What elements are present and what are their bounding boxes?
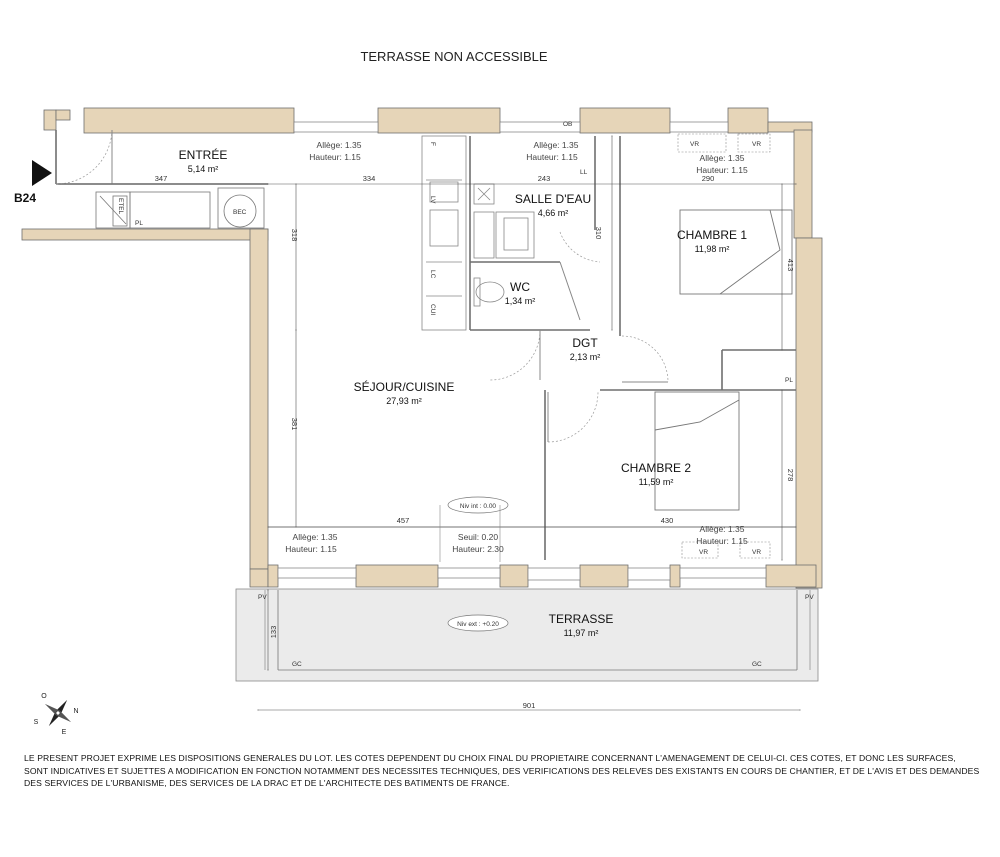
fixture-lc: LC [429, 270, 436, 279]
dim-243: 243 [537, 174, 551, 183]
level-interior: Niv int : 0.00 [459, 503, 497, 510]
level-exterior: Niv ext : +0.20 [457, 621, 499, 628]
room-area-entree: 5,14 m² [187, 164, 219, 174]
fixture-gc-right: GC [752, 661, 762, 668]
top-label: TERRASSE NON ACCESSIBLE [360, 49, 548, 64]
room-name-sejour: SÉJOUR/CUISINE [353, 380, 455, 394]
dim-318: 318 [290, 228, 299, 242]
terrace-area [236, 589, 818, 681]
fixture-etel: ETEL [117, 198, 124, 215]
lot-code: B24 [14, 191, 37, 205]
window-1-hauteur: Hauteur: 1.15 [309, 152, 361, 162]
dim-901: 901 [522, 701, 536, 710]
window-2-hauteur: Hauteur: 1.15 [526, 152, 578, 162]
vr-boxes [678, 134, 770, 558]
partitions [56, 130, 796, 560]
room-area-chambre-1: 11,98 m² [694, 244, 730, 254]
dim-430: 430 [660, 516, 674, 525]
disclaimer-text: LE PRESENT PROJET EXPRIME LES DISPOSITIONS GENERALES DU LOT. LES COTES DEPENDENT DU CHOIX FINAL DU PROPIETAIRE CONCERNANT L'AMENAGEMENT DE CELUI-CI. CES COTES, ET DONC LES SURFACES, SONT INDICATIVES ET SUJETTES A MODIFICATION EN FONCTION NOTAMMENT DES NECESSITES TECHNIQUES, DES VERIFICATIONS DES RELEVES DES EXISTANTS EN COURS DE CHANTIER, ET DE L'AVIS ET DES DEMANDES DES SERVICES DE L'URBANISME, DES SERVICES DE LA DRAC ET DE L'ARCHITECTE DES BATIMENTS DE FRANCE. [24, 753, 980, 788]
dim-290: 290 [701, 174, 715, 183]
compass-s: S [33, 719, 39, 726]
fixture-vr-2: VR [752, 141, 762, 148]
room-area-sejour: 27,93 m² [386, 396, 422, 406]
fixture-ob: OB [563, 121, 573, 128]
room-name-terrasse: TERRASSE [548, 612, 614, 626]
room-name-chambre-1: CHAMBRE 1 [676, 228, 748, 242]
compass-o: O [41, 693, 47, 700]
fixture-bec: BEC [233, 209, 247, 216]
entry-arrow-icon [32, 160, 52, 186]
door-seuil: Seuil: 0.20 [457, 532, 499, 542]
fixture-lv: LV [429, 196, 436, 204]
fixture-pv-right: PV [805, 594, 814, 601]
room-area-chambre-2: 11,59 m² [638, 477, 674, 487]
dim-278: 278 [786, 468, 795, 482]
fixture-pl-entry: PL [135, 220, 143, 227]
room-area-salle-deau: 4,66 m² [537, 208, 569, 218]
room-name-salle-deau: SALLE D'EAU [514, 192, 592, 206]
fixture-cui: CUI [429, 304, 436, 316]
kitchen-counter [422, 136, 466, 330]
room-area-terrasse: 11,97 m² [563, 628, 599, 638]
compass-rose-icon [43, 698, 73, 728]
window-frames [278, 122, 766, 580]
room-area-wc: 1,34 m² [504, 296, 536, 306]
fixture-pv-left: PV [258, 594, 267, 601]
dim-310: 310 [594, 226, 603, 240]
room-name-dgt: DGT [572, 336, 598, 350]
room-name-wc: WC [510, 280, 530, 294]
window-3-allege: Allège: 1.35 [699, 153, 745, 163]
dim-381: 381 [290, 417, 299, 431]
window-3-hauteur: Hauteur: 1.15 [696, 165, 748, 175]
dim-133: 133 [269, 625, 278, 639]
window-4-hauteur: Hauteur: 1.15 [285, 544, 337, 554]
room-name-chambre-2: CHAMBRE 2 [620, 461, 692, 475]
fixture-vr-4: VR [752, 549, 762, 556]
window-2-allege: Allège: 1.35 [533, 140, 579, 150]
door-hauteur: Hauteur: 2.30 [452, 544, 504, 554]
fixture-f: F [429, 142, 436, 146]
room-name-entree: ENTRÉE [178, 148, 228, 162]
dim-457: 457 [396, 516, 410, 525]
dim-413: 413 [786, 258, 795, 272]
fixture-gc-left: GC [292, 661, 302, 668]
fixture-vr-1: VR [690, 141, 700, 148]
fixture-ll: LL [580, 169, 588, 176]
compass-n: N [73, 708, 79, 715]
compass-e: E [61, 729, 67, 736]
dim-347: 347 [154, 174, 168, 183]
room-area-dgt: 2,13 m² [569, 352, 601, 362]
fixture-vr-3: VR [699, 549, 709, 556]
fixture-pl-chambre: PL [785, 377, 793, 384]
dim-334: 334 [362, 174, 376, 183]
window-5-hauteur: Hauteur: 1.15 [696, 536, 748, 546]
window-4-allege: Allège: 1.35 [292, 532, 338, 542]
window-5-allege: Allège: 1.35 [699, 524, 745, 534]
window-1-allege: Allège: 1.35 [316, 140, 362, 150]
